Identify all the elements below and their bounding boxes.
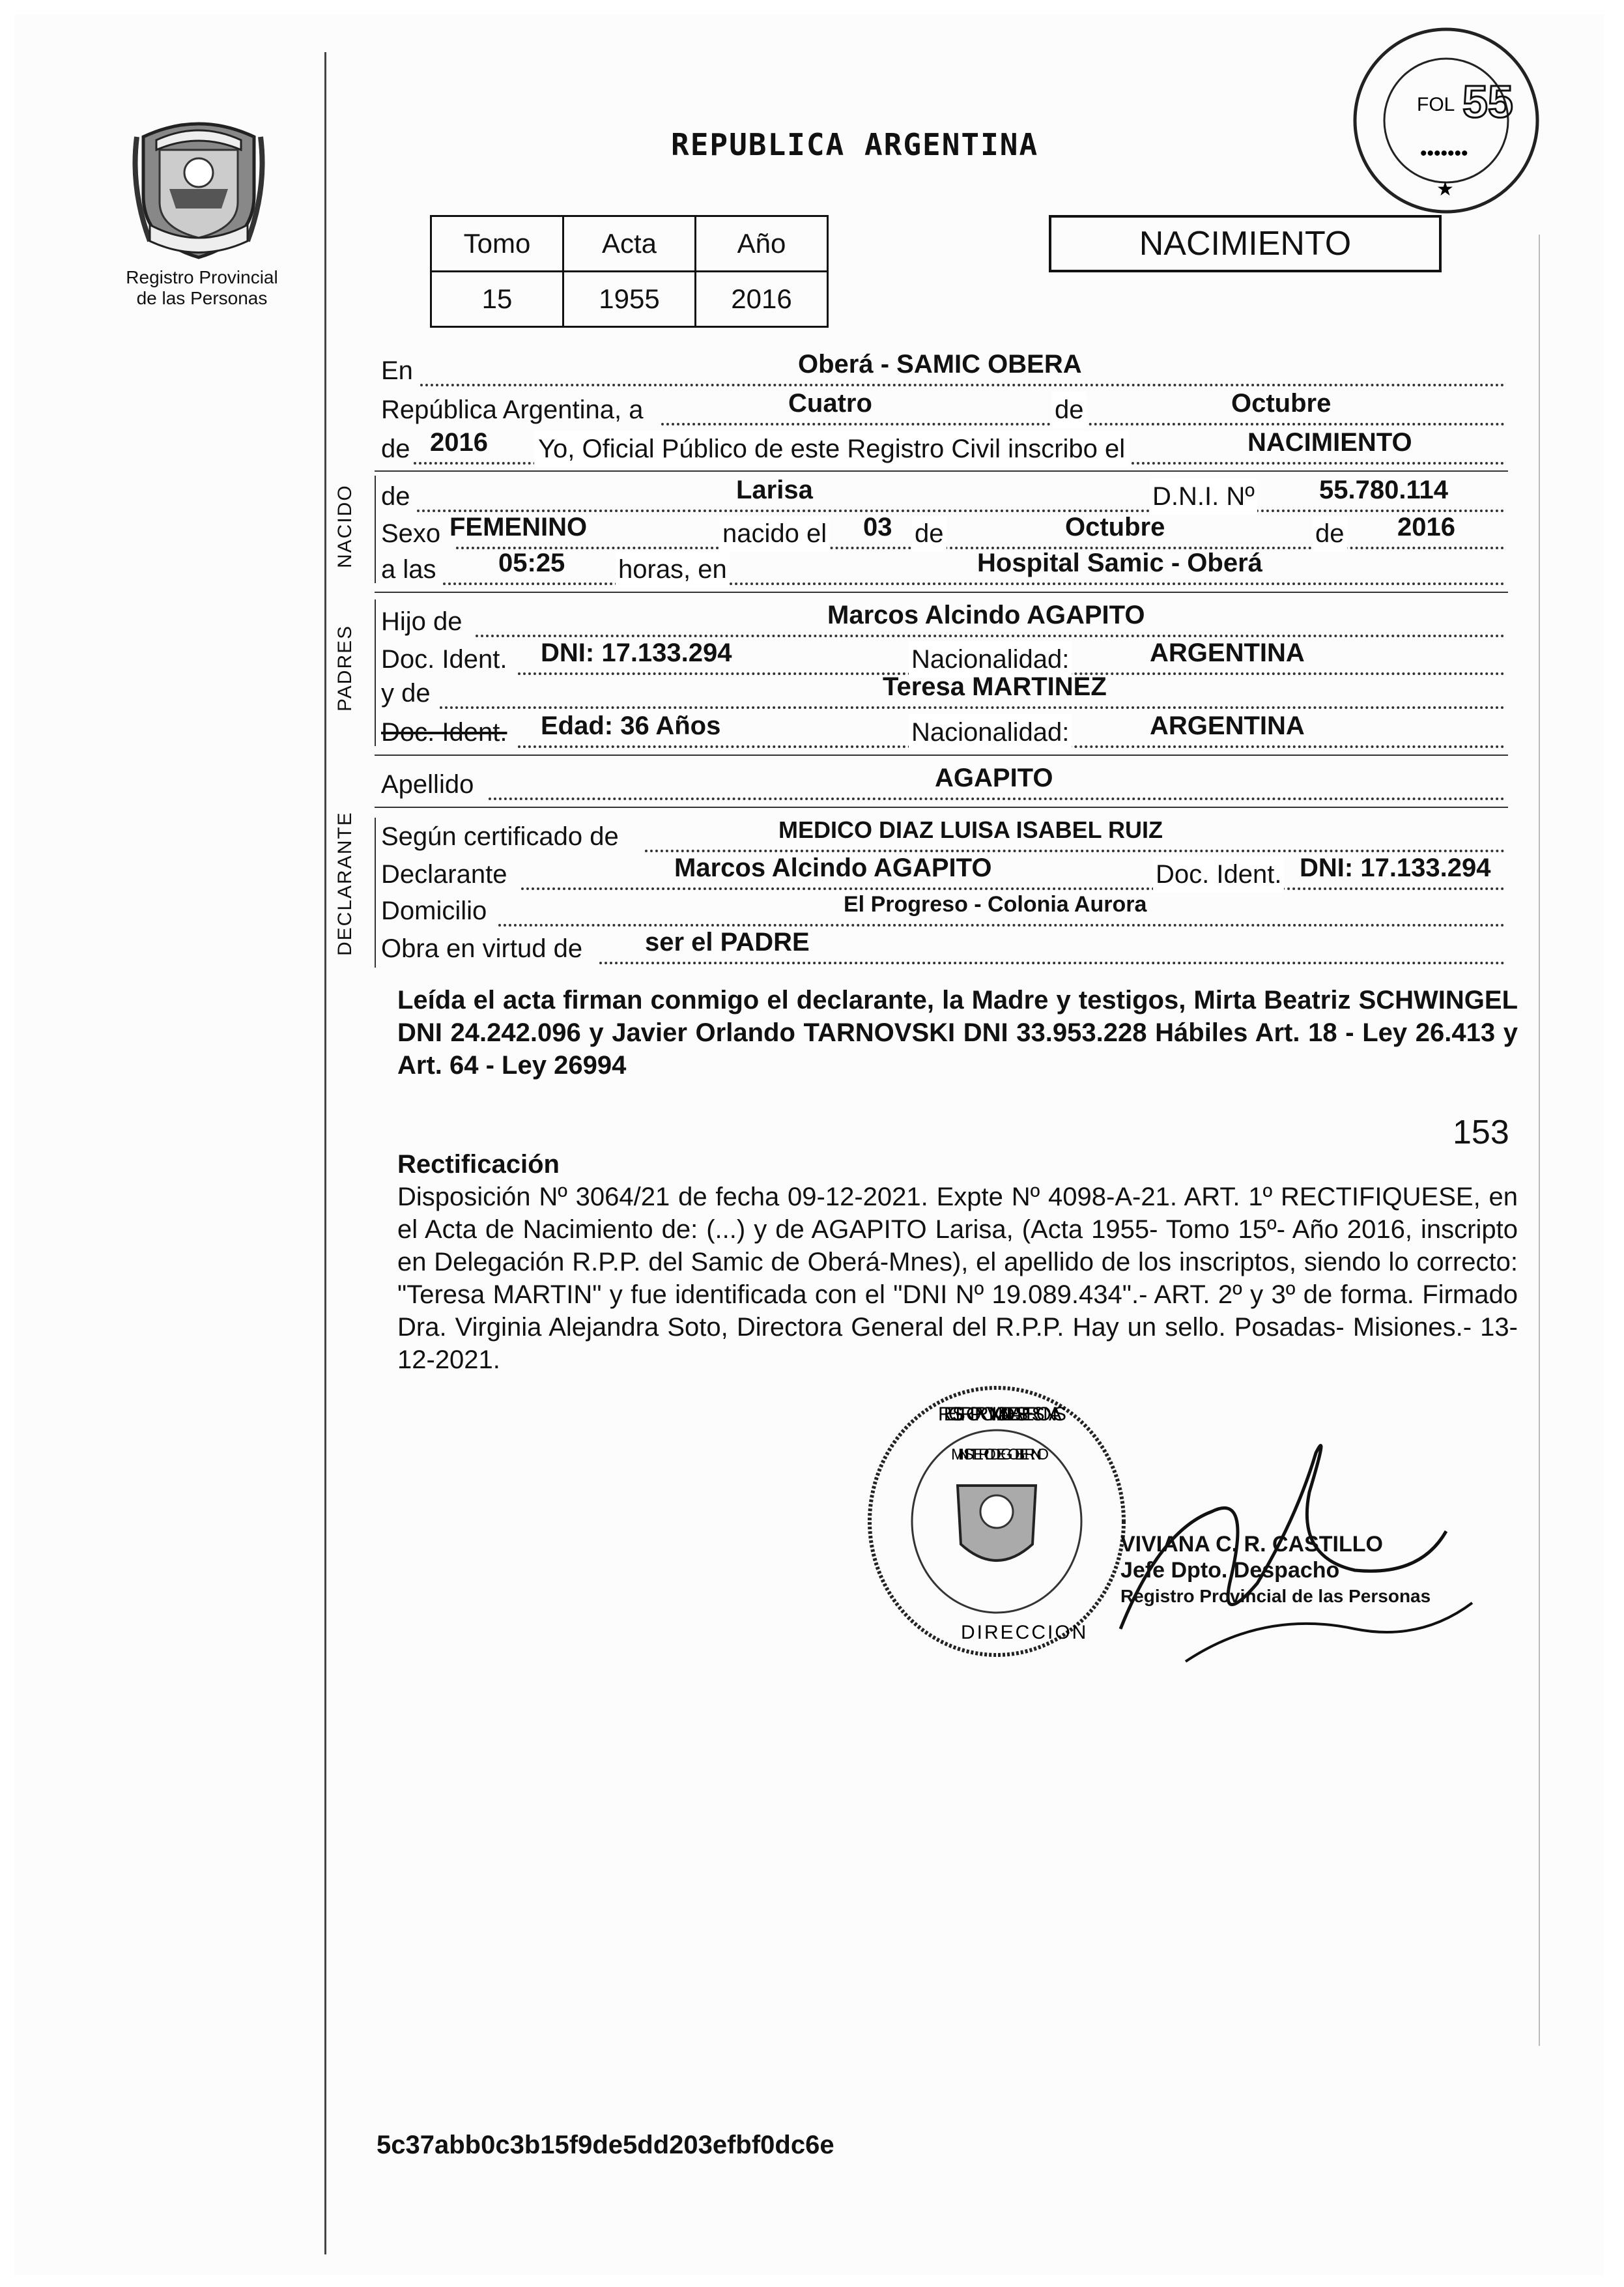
seal-bottom-text: DIRECCION — [961, 1622, 1089, 1643]
label-segun-certificado: Según certificado de — [381, 822, 619, 851]
signatory-role: Jefe Dpto. Despacho — [1120, 1558, 1340, 1583]
label-obra-en-virtud: Obra en virtud de — [381, 934, 583, 963]
value-dia-nacimiento: 03 — [863, 513, 892, 541]
registry-header-tomo: Tomo — [431, 216, 563, 272]
registry-value-anio: 2016 — [696, 272, 828, 327]
record-type-box: NACIMIENTO — [1049, 215, 1442, 272]
value-nacionalidad-padre: ARGENTINA — [1150, 639, 1305, 667]
label-de-2: de — [1313, 515, 1347, 552]
logo-caption-line1: Registro Provincial — [126, 267, 278, 287]
value-nacionalidad-madre: ARGENTINA — [1150, 712, 1305, 740]
document-hash: 5c37abb0c3b15f9de5dd203efbf0dc6e — [377, 2131, 834, 2159]
signatory-office: Registro Provincial de las Personas — [1120, 1586, 1431, 1606]
value-dni: 55.780.114 — [1319, 476, 1448, 504]
value-sexo: FEMENINO — [449, 513, 588, 541]
padres-bracket — [375, 599, 376, 746]
form-line-apellido — [381, 764, 1508, 805]
value-certificado: MEDICO DIAZ LUISA ISABEL RUIZ — [778, 816, 1163, 843]
value-lugar-nacimiento: Hospital Samic - Oberá — [977, 549, 1262, 577]
label-y-de: y de — [381, 679, 431, 708]
section-label-nacido: NACIDO — [334, 484, 356, 568]
label-a-las: a las — [381, 555, 436, 584]
logo-caption — [117, 267, 287, 309]
closing-paragraph: Leída el acta firman conmigo el declarante, la Madre y testigos, Mirta Beatriz SCHWINGEL DNI 24.242.096 y Javier Orlando TARNOVSKI DNI 33.953.228 Hábiles Art. 18 - Ley 26.413 y Art. 64 - Ley 26994 — [397, 986, 1518, 1080]
svg-text:•••••••: ••••••• — [1420, 143, 1468, 164]
registry-value-tomo: 15 — [431, 272, 563, 327]
rectificacion-title: Rectificación — [397, 1150, 560, 1179]
rectificacion-body: Disposición Nº 3064/21 de fecha 09-12-2021. Expte Nº 4098-A-21. ART. 1º RECTIFIQUESE, en el Acta de Nacimiento de: (...) y de AGAPITO Larisa, (Acta 1955- Tomo 15º- Año 2016, inscripto en Delegación R.P.P. del Samic de Oberá-Mnes), el apellido de los inscriptos, siendo lo correcto: "Teresa MARTIN" y fue identificada con el "DNI Nº 19.089.434".- ART. 2º y 3º de forma. Firmado Dra. Virginia Alejandra Soto, Directora General del R.P.P. Hay un sello. Posadas- Misiones.- 13-12-2021. — [397, 1183, 1518, 1374]
seal-ring-text: REGISTRO PROVINCIAL DE LAS PERSONAS — [938, 1403, 1068, 1425]
label-republica: República Argentina, a — [381, 396, 644, 424]
folio-label: FOL — [1417, 94, 1455, 115]
value-anio-nacimiento: 2016 — [1397, 513, 1455, 541]
value-mes: Octubre — [1231, 389, 1332, 418]
form-line-en — [381, 350, 1508, 392]
label-declarante: Declarante — [381, 860, 507, 889]
form-line-domicilio — [381, 892, 1508, 932]
value-madre: Teresa MARTINEZ — [883, 672, 1107, 701]
label-de-mes: de — [1052, 392, 1087, 428]
label-sexo: Sexo — [381, 519, 441, 548]
section-label-padres: PADRES — [334, 624, 356, 712]
label-nacionalidad-padre: Nacionalidad: — [909, 641, 1072, 678]
value-doc-declarante: DNI: 17.133.294 — [1300, 854, 1491, 882]
value-doc-madre: Edad: 36 Años — [541, 712, 721, 740]
label-en: En — [381, 356, 413, 385]
value-mes-nacimiento: Octubre — [1065, 513, 1165, 541]
value-nombre: Larisa — [736, 476, 813, 504]
value-anio: 2016 — [430, 428, 488, 457]
label-domicilio: Domicilio — [381, 897, 487, 925]
section-label-declarante: DECLARANTE — [334, 811, 356, 956]
value-declarante: Marcos Alcindo AGAPITO — [674, 854, 992, 882]
folio-number: 55 — [1462, 76, 1513, 127]
left-margin-line — [324, 52, 326, 2254]
registry-value-acta: 1955 — [563, 272, 696, 327]
form-line-anio — [381, 428, 1508, 470]
form-line-obra — [381, 928, 1508, 970]
signatory-block — [1120, 1531, 1431, 1609]
seal-inner-text: MINISTERIO DE GOBIERNO — [951, 1446, 1049, 1463]
label-de-anio: de — [381, 435, 410, 463]
label-horas-en: horas, en — [616, 551, 730, 588]
label-hijo-de: Hijo de — [381, 607, 463, 636]
signatory-name: VIVIANA C. R. CASTILLO — [1120, 1532, 1383, 1557]
value-dia: Cuatro — [788, 389, 872, 418]
label-de-nombre: de — [381, 482, 410, 511]
value-inscripcion: NACIMIENTO — [1247, 428, 1412, 457]
value-domicilio: El Progreso - Colonia Aurora — [844, 892, 1147, 917]
right-margin-line — [1539, 235, 1540, 2046]
value-hora: 05:25 — [498, 549, 565, 577]
label-doc-declarante: Doc. Ident. — [1153, 856, 1284, 893]
registry-header-anio: Año — [696, 216, 828, 272]
value-doc-padre: DNI: 17.133.294 — [541, 639, 732, 667]
logo-caption-line2: de las Personas — [136, 288, 268, 308]
label-doc-padre: Doc. Ident. — [381, 645, 507, 674]
label-doc-madre: Doc. Ident. — [381, 718, 507, 747]
form-line-doc-madre — [381, 712, 1508, 753]
province-coat-of-arms-logo — [124, 111, 274, 261]
label-de-1: de — [912, 515, 947, 552]
value-padre: Marcos Alcindo AGAPITO — [827, 601, 1145, 629]
country-title: REPUBLICA ARGENTINA — [671, 127, 1039, 162]
declarante-bracket — [375, 818, 376, 968]
svg-text:★: ★ — [1436, 179, 1454, 200]
nacido-bracket — [375, 476, 376, 583]
folio-stamp — [1345, 20, 1547, 222]
form-line-hora — [381, 549, 1508, 590]
value-apellido: AGAPITO — [935, 764, 1053, 792]
registry-table — [430, 215, 829, 328]
label-inscribo: Yo, Oficial Público de este Registro Civil inscribo el — [534, 431, 1129, 467]
registry-header-acta: Acta — [563, 216, 696, 272]
label-nacido-el: nacido el — [720, 515, 829, 552]
page-number: 153 — [1453, 1114, 1509, 1151]
value-lugar: Oberá - SAMIC OBERA — [798, 350, 1082, 379]
label-apellido: Apellido — [381, 770, 474, 799]
label-dni: D.N.I. Nº — [1150, 478, 1257, 515]
label-nacionalidad-madre: Nacionalidad: — [909, 714, 1072, 751]
value-obra: ser el PADRE — [645, 928, 810, 957]
